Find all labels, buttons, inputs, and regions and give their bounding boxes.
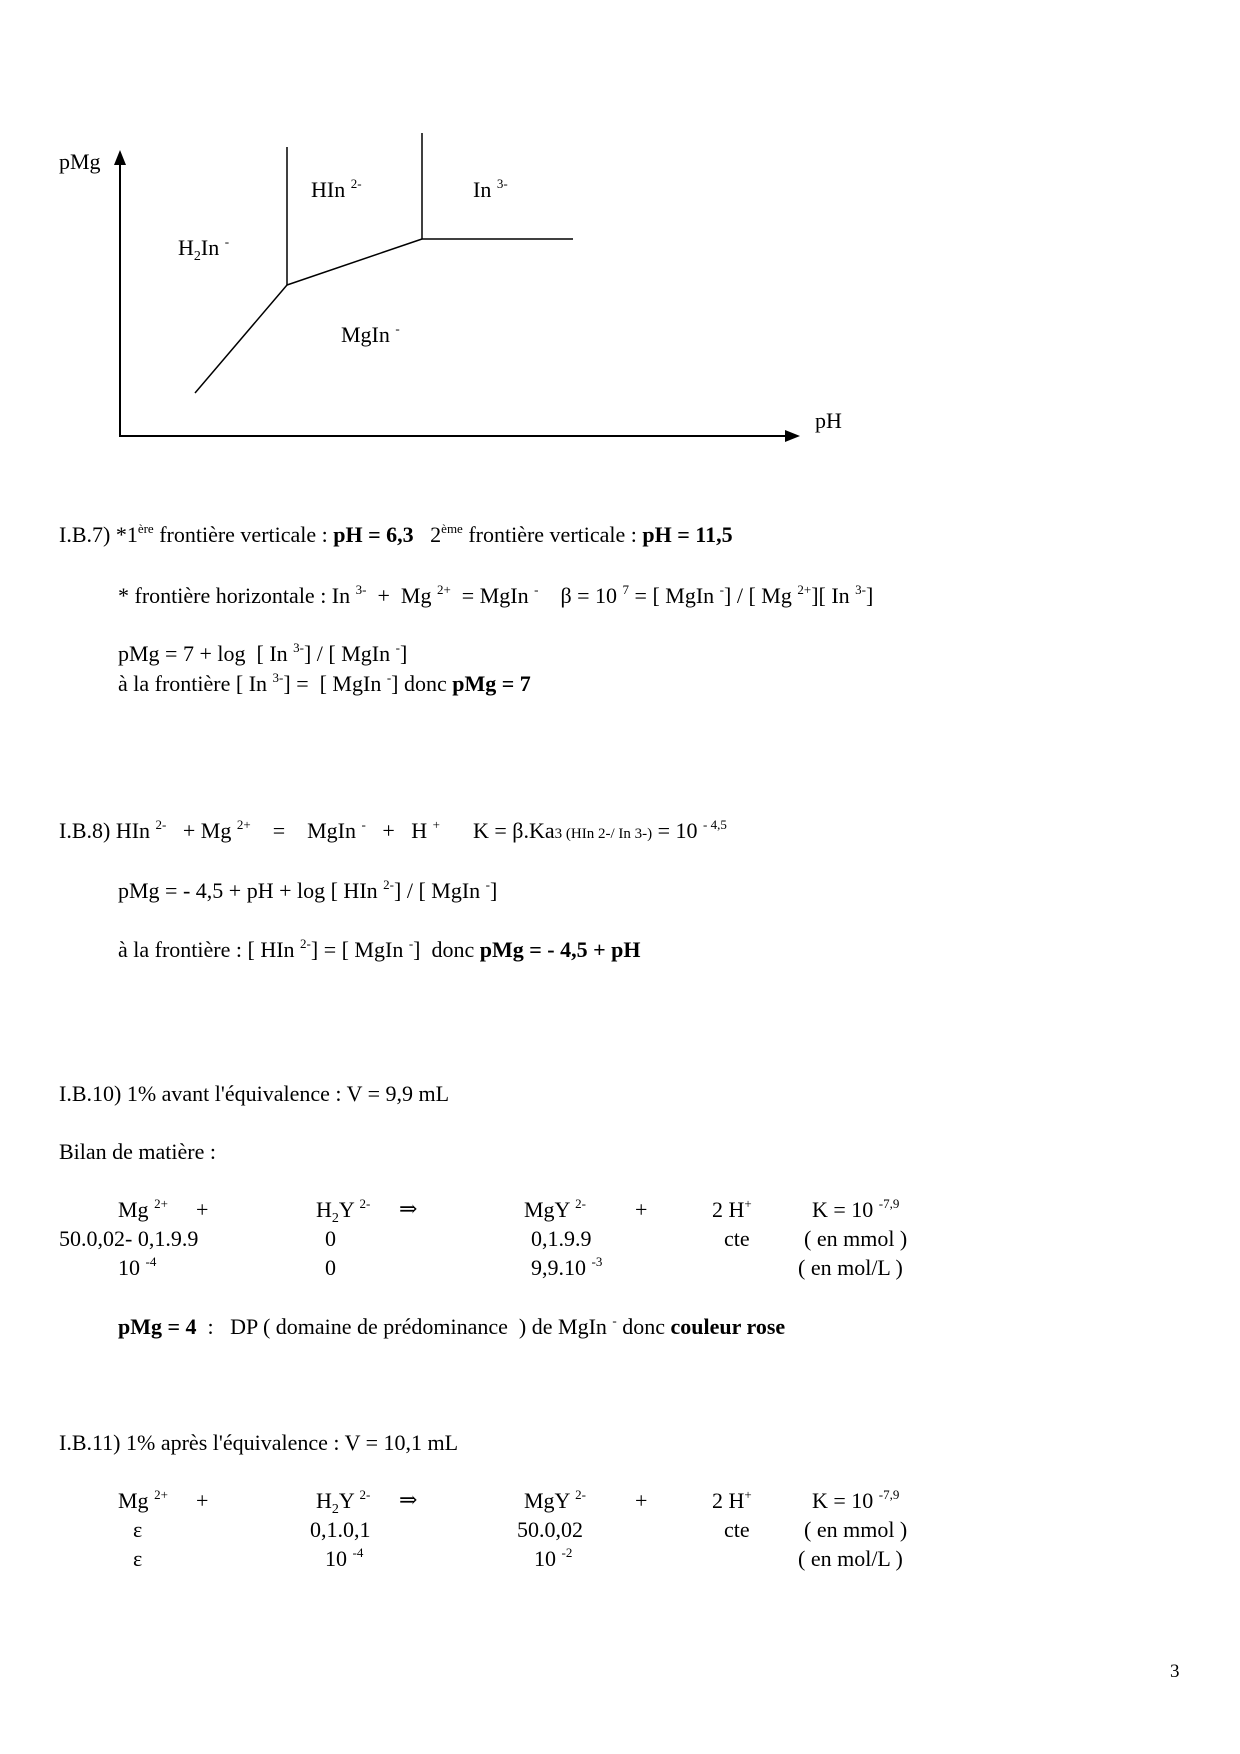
- ib11-row1-c4: cte: [724, 1517, 750, 1542]
- region-h2in: $H_2In$ -: [178, 234, 230, 264]
- ib11-title: I.B.11) 1% après l'équivalence : V = 10,1 mL: [59, 1430, 459, 1455]
- ib10-eq-plus1: +: [196, 1197, 209, 1222]
- boundary-hin-mgin: [287, 239, 422, 285]
- ib11-row1-c5: ( en mmol ): [804, 1517, 908, 1542]
- ib10-row1-c1: 50.0,02- 0,1.9.9: [59, 1226, 199, 1251]
- region-mgin: MgIn -: [341, 321, 400, 347]
- ib10-row2-c2: 0: [325, 1255, 336, 1280]
- y-axis-label: pMg: [59, 149, 101, 174]
- ib7-line3: pMg = 7 + log [ In $^{3-}$] / [ MgIn -]: [118, 640, 408, 666]
- ib11-row2-c1: ε: [133, 1546, 143, 1571]
- ib11-eq-mgy: MgY $^{2-}$: [524, 1487, 586, 1513]
- ib11-row1-c3: 50.0,02: [517, 1517, 583, 1542]
- ib7-line1: I.B.7) *1ère frontière verticale : pH = 6,3 2ème frontière verticale : pH = 11,5: [59, 521, 733, 547]
- ib11-row1-c1: ε: [133, 1517, 143, 1542]
- ib11-row1-c2: 0,1.0,1: [310, 1517, 371, 1542]
- ib11-eq-h: 2 H+: [712, 1487, 752, 1513]
- ib11-eq-mg: Mg $^{2+}$: [118, 1487, 168, 1513]
- ib10-eq-k: K = 10 $^{-7,9}$: [812, 1196, 900, 1222]
- ib7-line2: * frontière horizontale : In $^{3-}$ + Mg $^{2+}$ = MgIn - β = 10 $^7$ = [ MgIn -] / [ Mg $^{2+}$][ In $^{3-}$]: [118, 582, 874, 608]
- ib11-row2-c3: 10 $^{-2}$: [534, 1545, 573, 1571]
- page-number: 3: [1170, 1661, 1180, 1682]
- ib10-bilan: Bilan de matière :: [59, 1139, 216, 1164]
- predominance-diagram: [0, 0, 1240, 460]
- ib10-eq-mg: Mg $^{2+}$: [118, 1196, 168, 1222]
- ib8-line3: à la frontière : [ HIn $^{2-}$] = [ MgIn -] donc pMg = - 4,5 + pH: [118, 936, 641, 962]
- x-axis-arrow: [785, 430, 800, 442]
- ib11-eq-arrow: ⇒: [399, 1487, 418, 1512]
- ib11-eq-plus1: +: [196, 1488, 209, 1513]
- ib10-row2-c5: ( en mol/L ): [798, 1255, 903, 1280]
- boundary-h2in-mgin: [195, 285, 287, 393]
- ib11-eq-k: K = 10 $^{-7,9}$: [812, 1487, 900, 1513]
- ib10-row1-c2: 0: [325, 1226, 336, 1251]
- ib10-row1-c3: 0,1.9.9: [531, 1226, 592, 1251]
- y-axis-arrow: [114, 150, 126, 165]
- ib10-row2-c1: 10 $^{-4}$: [118, 1254, 157, 1280]
- ib11-eq-plus2: +: [635, 1488, 648, 1513]
- ib11-row2-c5: ( en mol/L ): [798, 1546, 903, 1571]
- x-axis-label: pH: [815, 408, 842, 433]
- ib7-line4: à la frontière [ In $^{3-}$] = [ MgIn -] donc pMg = 7: [118, 670, 531, 696]
- ib10-conclusion: pMg = 4 : DP ( domaine de prédominance ) de MgIn - donc couleur rose: [118, 1313, 786, 1339]
- ib10-eq-plus2: +: [635, 1197, 648, 1222]
- region-in: In $^{3-}$: [473, 176, 508, 202]
- ib11-row2-c2: 10 $^{-4}$: [325, 1545, 364, 1571]
- ib10-eq-mgy: MgY $^{2-}$: [524, 1196, 586, 1222]
- ib8-line1: I.B.8) HIn $^{2-}$ + Mg $^{2+}$ = MgIn - + H + K = β.Ka3 (HIn 2-/ In 3-) = 10 $^{- 4,5}$: [59, 817, 727, 843]
- ib10-row1-c5: ( en mmol ): [804, 1226, 908, 1251]
- region-hin: HIn $^{2-}$: [311, 176, 362, 202]
- ib10-row1-c4: cte: [724, 1226, 750, 1251]
- ib10-eq-h2y: $H_2Y$ $^{2-}$: [316, 1196, 371, 1226]
- ib8-line2: pMg = - 4,5 + pH + log [ HIn $^{2-}$] / [ MgIn -]: [118, 877, 498, 903]
- ib11-eq-h2y: $H_2Y$ $^{2-}$: [316, 1487, 371, 1517]
- ib10-eq-arrow: ⇒: [399, 1196, 418, 1221]
- ib10-title: I.B.10) 1% avant l'équivalence : V = 9,9 mL: [59, 1081, 450, 1106]
- ib10-row2-c3: 9,9.10 $^{-3}$: [531, 1254, 603, 1280]
- ib10-eq-h: 2 H+: [712, 1196, 752, 1222]
